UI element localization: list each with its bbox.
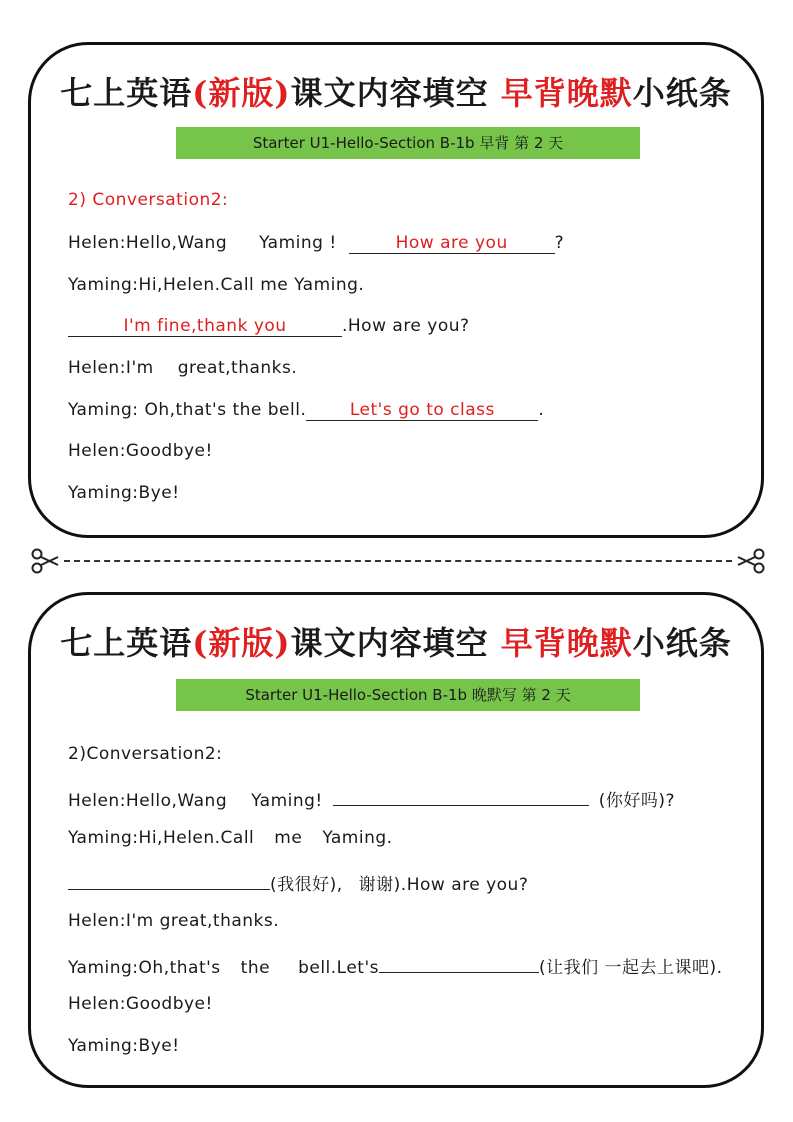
dialogue-text: 谢谢).How are you? xyxy=(358,875,529,895)
lesson-banner: Starter U1-Hello-Section B-1b 晚默写 第 2 天 xyxy=(176,679,640,711)
chinese-hint: (让我们 一起去上课吧). xyxy=(539,958,723,978)
dialogue-line xyxy=(68,785,675,812)
scissors-icon xyxy=(736,547,766,575)
dialogue-line: Helen:Goodbye! xyxy=(68,441,213,461)
section-heading: 2) Conversation2: xyxy=(68,190,229,210)
title-part: 课文内容填空 xyxy=(290,74,489,112)
dialogue-text: Yaming:Hi,Helen.Call xyxy=(68,828,255,848)
dialogue-line: Helen:Goodbye! xyxy=(68,994,213,1014)
dialogue-line xyxy=(68,952,723,979)
dialogue-line: Yaming:Bye! xyxy=(68,483,180,503)
dialogue-text: Yaming ! xyxy=(259,233,337,253)
answer-blank[interactable] xyxy=(68,869,270,890)
answer-blank[interactable] xyxy=(333,785,589,806)
chinese-hint: (我很好), xyxy=(270,875,343,895)
title-part-version: (新版) xyxy=(192,624,291,662)
dialogue-line xyxy=(68,232,564,254)
dialogue-text: Yaming. xyxy=(322,828,393,848)
title-part: 课文内容填空 xyxy=(290,624,489,662)
dialogue-text: great,thanks. xyxy=(177,358,298,378)
dialogue-text: Helen:Hello,Wang xyxy=(68,233,228,253)
morning-recite-card xyxy=(28,42,764,538)
section-heading: 2)Conversation2: xyxy=(68,744,223,764)
scissors-icon xyxy=(30,547,60,575)
title-part: 七上英语 xyxy=(60,74,193,112)
dialogue-text: Yaming:Oh,that's xyxy=(68,958,221,978)
dialogue-line xyxy=(68,827,393,849)
dialogue-line: Helen:I'm great,thanks. xyxy=(68,911,280,931)
dialogue-line xyxy=(68,315,470,337)
dialogue-text: .How are you? xyxy=(342,316,470,336)
dialogue-line: Yaming:Bye! xyxy=(68,1036,180,1056)
title-part: 小纸条 xyxy=(632,74,732,112)
dialogue-text: the xyxy=(240,958,271,978)
answer-blank: I'm fine,thank you xyxy=(68,316,342,337)
title-part-highlight: 早背晚默 xyxy=(500,74,633,112)
dialogue-text: Helen:Hello,Wang xyxy=(68,791,228,811)
dialogue-line xyxy=(68,869,528,896)
dialogue-text: bell.Let's xyxy=(298,958,379,978)
evening-dictation-card xyxy=(28,592,764,1088)
cut-line xyxy=(30,547,766,575)
dialogue-line: Yaming:Hi,Helen.Call me Yaming. xyxy=(68,275,365,295)
dialogue-line xyxy=(68,357,297,379)
answer-blank: Let's go to class xyxy=(306,400,538,421)
answer-blank: How are you xyxy=(349,233,555,254)
dialogue-text: . xyxy=(538,400,545,420)
title-part: 小纸条 xyxy=(632,624,732,662)
answer-blank[interactable] xyxy=(379,952,539,973)
lesson-banner: Starter U1-Hello-Section B-1b 早背 第 2 天 xyxy=(176,127,640,159)
card-title xyxy=(31,623,761,663)
dialogue-text: ? xyxy=(554,233,565,253)
card-title xyxy=(31,73,761,113)
title-part-version: (新版) xyxy=(192,74,291,112)
dialogue-text: Yaming! xyxy=(251,791,323,811)
dashed-divider xyxy=(64,560,732,562)
title-part: 七上英语 xyxy=(60,624,193,662)
dialogue-line xyxy=(68,399,544,421)
chinese-hint: (你好吗)? xyxy=(598,791,676,811)
title-part-highlight: 早背晚默 xyxy=(500,624,633,662)
dialogue-text: Helen:I'm xyxy=(68,358,154,378)
dialogue-text: Yaming: Oh,that's the bell. xyxy=(68,400,307,420)
dialogue-text: me xyxy=(274,828,303,848)
